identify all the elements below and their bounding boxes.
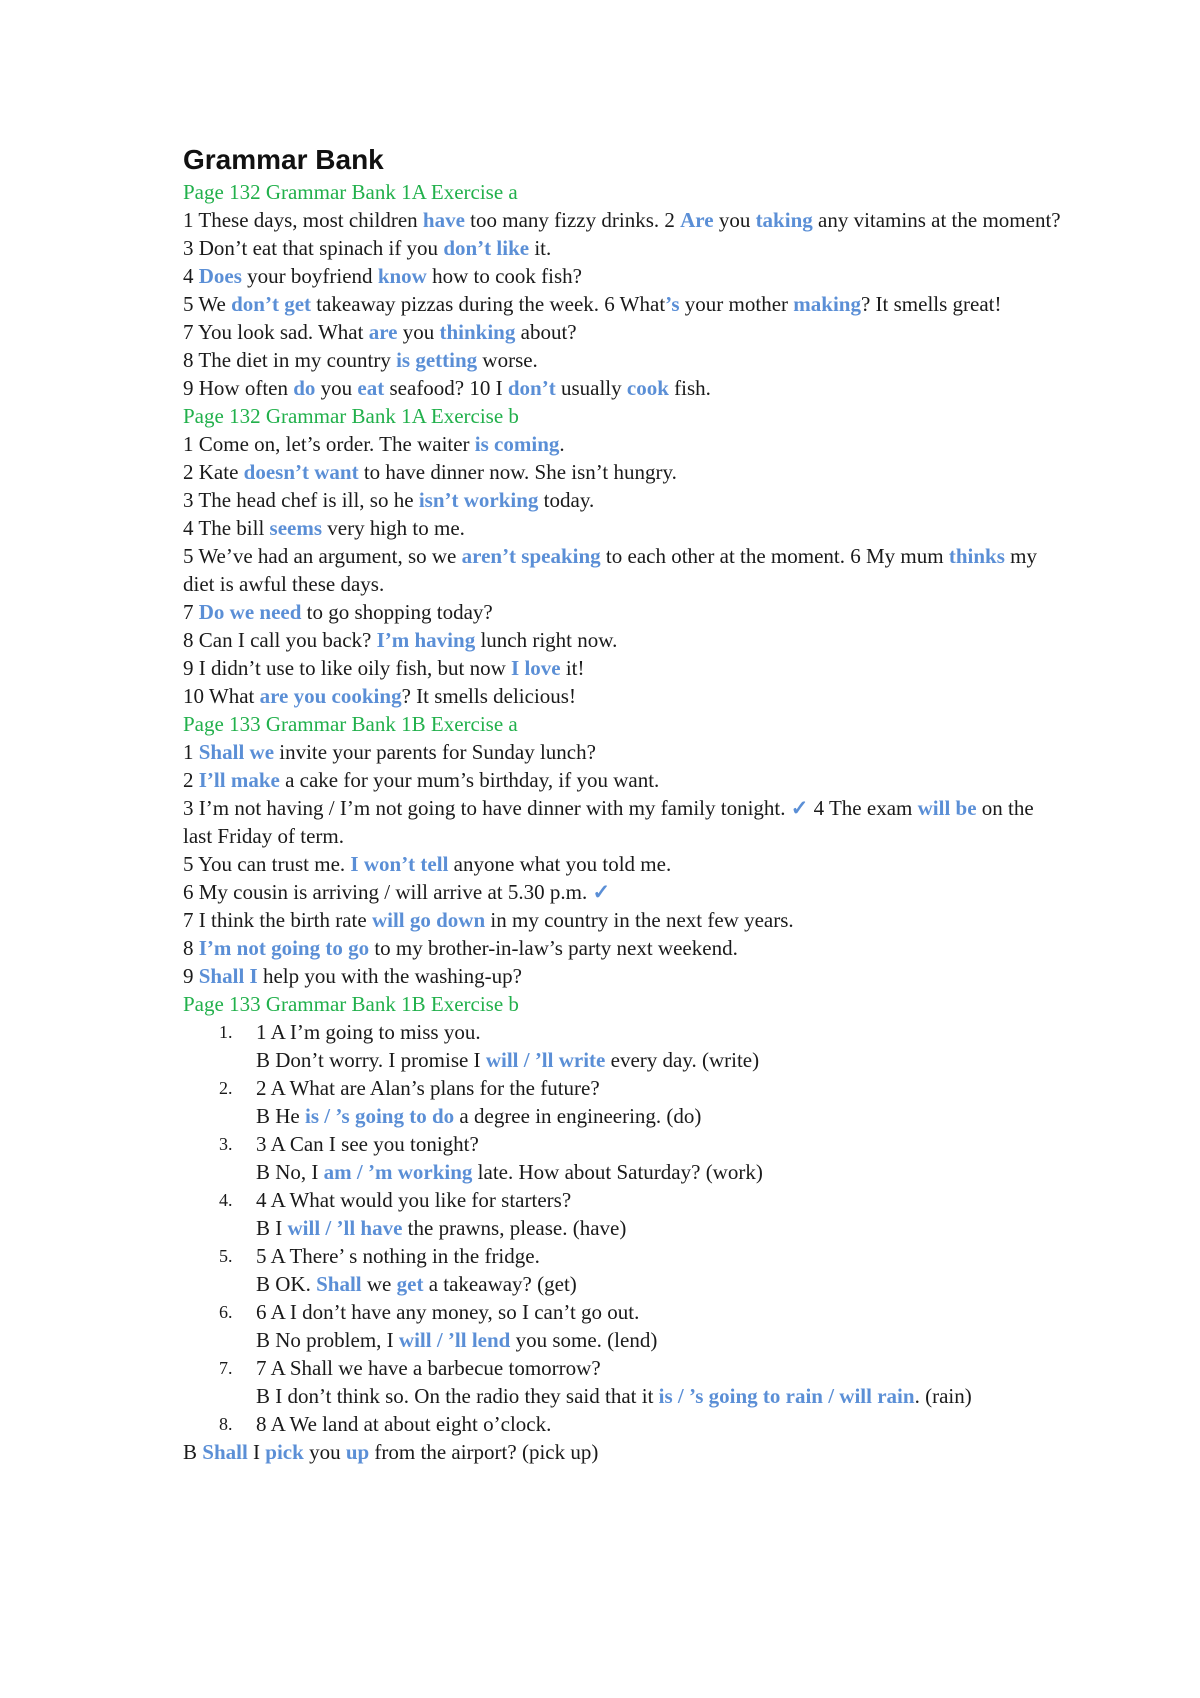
exercise-line <box>183 234 1063 262</box>
exercise-text: we <box>361 1272 397 1296</box>
answer-text: don’t get <box>231 292 312 316</box>
exercise-text: it. <box>529 236 552 260</box>
list-number: 3. <box>219 1134 233 1154</box>
answer-text: have <box>422 208 465 232</box>
exercise-text: you <box>397 320 440 344</box>
exercise-text: to go shopping today? <box>301 600 493 624</box>
exercise-text: 4 The bill <box>183 516 270 540</box>
exercise-line <box>183 878 1063 906</box>
dialogue-line <box>256 1158 1063 1186</box>
exercise-line <box>183 486 1063 514</box>
exercise-text: you <box>713 208 756 232</box>
list-item <box>183 1354 1063 1410</box>
list-item <box>183 1018 1063 1074</box>
answer-text: I’m having <box>376 628 476 652</box>
answer-text: isn’t working <box>418 488 539 512</box>
exercise-text: in my country in the next few years. <box>485 908 794 932</box>
answer-text: eat <box>357 376 385 400</box>
page-title: Grammar Bank <box>183 144 384 175</box>
list-number: 7. <box>219 1358 233 1378</box>
exercise-text: invite your parents for Sunday lunch? <box>274 740 596 764</box>
exercise-line <box>183 318 1063 346</box>
exercise-text: . (rain) <box>914 1384 972 1408</box>
exercise-line <box>183 738 1063 766</box>
answer-text: pick <box>265 1440 304 1464</box>
list-number: 6. <box>219 1302 233 1322</box>
exercise-text: 2 <box>183 768 199 792</box>
exercise-text: ? It smells delicious! <box>401 684 576 708</box>
exercise-line <box>183 850 1063 878</box>
answer-text: I won’t tell <box>350 852 449 876</box>
section-heading: Page 133 Grammar Bank 1B Exercise a <box>183 712 518 736</box>
answer-text: Does <box>198 264 242 288</box>
list-number: 4. <box>219 1190 233 1210</box>
answer-text: I’m not going to go <box>198 936 370 960</box>
answer-text: seems <box>269 516 323 540</box>
exercise-text: from the airport? (pick up) <box>369 1440 599 1464</box>
section-heading: Page 132 Grammar Bank 1A Exercise a <box>183 180 518 204</box>
answer-text: are <box>368 320 398 344</box>
exercise-line <box>183 290 1063 318</box>
exercise-line <box>183 458 1063 486</box>
list-item <box>183 1410 1063 1438</box>
exercise-text: very high to me. <box>322 516 465 540</box>
exercise-text: 9 I didn’t use to like oily fish, but now <box>183 656 512 680</box>
answer-text: will / ’ll lend <box>398 1328 511 1352</box>
exercise-text: 2 Kate <box>183 460 244 484</box>
exercise-text: 5 We <box>183 292 232 316</box>
exercise-text: you <box>315 376 358 400</box>
exercise-line <box>183 430 1063 458</box>
answer-text: making <box>793 292 861 316</box>
exercise-line <box>183 934 1063 962</box>
exercise-text: help you with the washing-up? <box>257 964 522 988</box>
dialogue-line <box>256 1410 1063 1438</box>
exercise-text: B I <box>256 1216 288 1240</box>
exercise-text: 3 I’m not having / I’m not going to have dinner with my family tonight. <box>183 796 791 820</box>
section-heading: Page 132 Grammar Bank 1A Exercise b <box>183 404 519 428</box>
exercise-line <box>183 766 1063 794</box>
exercise-text: 7 A Shall we have a barbecue tomorrow? <box>256 1356 601 1380</box>
list-item <box>183 1130 1063 1186</box>
dialogue-line <box>256 1270 1063 1298</box>
answer-text: don’t like <box>443 236 530 260</box>
list-number: 1. <box>219 1022 233 1042</box>
exercise-text: the prawns, please. (have) <box>402 1216 627 1240</box>
exercise-text: a takeaway? (get) <box>423 1272 577 1296</box>
answer-text: I’ll make <box>198 768 280 792</box>
answer-text: is / ’s going to rain / will rain <box>658 1384 915 1408</box>
exercise-text: 1 <box>183 740 199 764</box>
answer-text: Shall <box>316 1272 362 1296</box>
exercise-text: a degree in engineering. (do) <box>454 1104 702 1128</box>
document-content <box>183 142 1063 1466</box>
answer-text: am / ’m working <box>323 1160 473 1184</box>
list-number: 2. <box>219 1078 233 1098</box>
exercise-text: 8 Can I call you back? <box>183 628 377 652</box>
exercise-text: how to cook fish? <box>426 264 582 288</box>
answer-text: aren’t speaking <box>461 544 601 568</box>
exercise-text: 8 <box>183 936 199 960</box>
list-item <box>183 1074 1063 1130</box>
exercise-text: 1 A I’m going to miss you. <box>256 1020 481 1044</box>
exercise-text: 8 The diet in my country <box>183 348 397 372</box>
exercise-text: B Don’t worry. I promise I <box>256 1048 486 1072</box>
exercise-line <box>183 1438 1063 1466</box>
exercise-text: to have dinner now. She isn’t hungry. <box>358 460 677 484</box>
list-number: 8. <box>219 1414 233 1434</box>
exercise-text: 7 <box>183 600 199 624</box>
exercise-text: 4 A What would you like for starters? <box>256 1188 572 1212</box>
exercise-text: B No problem, I <box>256 1328 399 1352</box>
numbered-list <box>183 1018 1063 1438</box>
exercise-text: fish. <box>668 376 711 400</box>
answer-text: cook <box>626 376 669 400</box>
dialogue-line <box>256 1074 1063 1102</box>
exercise-line <box>183 682 1063 710</box>
answer-text: Shall we <box>198 740 275 764</box>
exercise-text: a cake for your mum’s birthday, if you want. <box>279 768 660 792</box>
exercise-text: B No, I <box>256 1160 324 1184</box>
exercise-text: it! <box>560 656 585 680</box>
exercise-line <box>183 962 1063 990</box>
exercise-line <box>183 906 1063 934</box>
exercise-text: 10 What <box>183 684 260 708</box>
dialogue-line <box>256 1326 1063 1354</box>
answer-text: will / ’ll write <box>485 1048 606 1072</box>
exercise-text: to my brother-in-law’s party next weekend. <box>369 936 738 960</box>
answer-text: ’s <box>665 292 680 316</box>
dialogue-line <box>256 1242 1063 1270</box>
answer-text: doesn’t want <box>243 460 359 484</box>
answer-text: are you cooking <box>259 684 402 708</box>
answer-text: Are <box>680 208 714 232</box>
answer-text: I love <box>511 656 561 680</box>
list-item <box>183 1298 1063 1354</box>
answer-text: is getting <box>396 348 478 372</box>
dialogue-line <box>256 1018 1063 1046</box>
exercise-text: you some. (lend) <box>510 1328 658 1352</box>
exercise-text: 7 You look sad. What <box>183 320 369 344</box>
exercise-text: every day. (write) <box>605 1048 760 1072</box>
exercise-text: your boyfriend <box>241 264 378 288</box>
dialogue-line <box>256 1354 1063 1382</box>
list-number: 5. <box>219 1246 233 1266</box>
exercise-line <box>183 654 1063 682</box>
exercise-text: 5 A There’ s nothing in the fridge. <box>256 1244 540 1268</box>
exercise-text: 3 A Can I see you tonight? <box>256 1132 479 1156</box>
exercise-text: B <box>183 1440 203 1464</box>
section-heading: Page 133 Grammar Bank 1B Exercise b <box>183 992 519 1016</box>
answer-text: is / ’s going to do <box>305 1104 455 1128</box>
answer-text: get <box>396 1272 424 1296</box>
exercise-text: 9 <box>183 964 199 988</box>
exercise-text: your mother <box>679 292 794 316</box>
exercise-text: . <box>559 432 565 456</box>
exercise-text: anyone what you told me. <box>448 852 672 876</box>
exercise-text: lunch right now. <box>475 628 618 652</box>
exercise-text: 6 My cousin is arriving / will arrive at 5.30 p.m. <box>183 880 593 904</box>
exercise-text: usually <box>555 376 627 400</box>
exercise-text: 3 The head chef is ill, so he <box>183 488 419 512</box>
answer-text: Shall <box>202 1440 248 1464</box>
exercise-text: today. <box>538 488 595 512</box>
exercise-text: B I don’t think so. On the radio they said that it <box>256 1384 659 1408</box>
dialogue-line <box>256 1046 1063 1074</box>
exercise-text: too many fizzy drinks. 2 <box>464 208 681 232</box>
exercise-text: my diet is awful these days. <box>183 544 1037 596</box>
exercise-text: 4 <box>183 264 199 288</box>
answer-text: is coming <box>474 432 560 456</box>
exercise-text: any vitamins at the moment? <box>812 208 1061 232</box>
exercise-text: 5 You can trust me. <box>183 852 351 876</box>
answer-text: do <box>293 376 316 400</box>
exercise-line <box>183 346 1063 374</box>
dialogue-line <box>256 1102 1063 1130</box>
exercise-text: on the last Friday of term. <box>183 796 1034 848</box>
answer-text: will be <box>917 796 977 820</box>
answer-text: thinking <box>439 320 516 344</box>
exercise-text: B OK. <box>256 1272 317 1296</box>
exercise-text: 7 I think the birth rate <box>183 908 372 932</box>
exercise-line <box>183 542 1063 598</box>
exercise-line <box>183 374 1063 402</box>
answer-text: will go down <box>371 908 486 932</box>
answer-text: ✓ <box>592 880 611 904</box>
answer-text: Shall I <box>198 964 258 988</box>
exercise-text: 1 Come on, let’s order. The waiter <box>183 432 475 456</box>
exercise-text: you <box>303 1440 346 1464</box>
answer-text: will / ’ll have <box>287 1216 403 1240</box>
exercise-text: 4 The exam <box>808 796 918 820</box>
exercise-text: late. How about Saturday? (work) <box>472 1160 763 1184</box>
exercise-line <box>183 794 1063 850</box>
answer-text: thinks <box>948 544 1005 568</box>
exercise-text: I <box>247 1440 266 1464</box>
dialogue-line <box>256 1186 1063 1214</box>
exercise-line <box>183 206 1063 234</box>
dialogue-line <box>256 1382 1063 1410</box>
exercise-line <box>183 598 1063 626</box>
exercise-line <box>183 262 1063 290</box>
list-item <box>183 1186 1063 1242</box>
dialogue-line <box>256 1214 1063 1242</box>
exercise-text: to each other at the moment. 6 My mum <box>600 544 949 568</box>
exercise-text: ? It smells great! <box>860 292 1002 316</box>
exercise-text: 9 How often <box>183 376 294 400</box>
dialogue-line <box>256 1298 1063 1326</box>
exercise-text: 6 A I don’t have any money, so I can’t go out. <box>256 1300 640 1324</box>
exercise-text: takeaway pizzas during the week. 6 What <box>311 292 666 316</box>
answer-text: don’t <box>507 376 556 400</box>
exercise-line <box>183 514 1063 542</box>
answer-text: ✓ <box>790 796 809 820</box>
exercise-text: 5 We’ve had an argument, so we <box>183 544 462 568</box>
list-item <box>183 1242 1063 1298</box>
exercise-text: 2 A What are Alan’s plans for the future? <box>256 1076 600 1100</box>
exercise-text: 3 Don’t eat that spinach if you <box>183 236 444 260</box>
exercise-line <box>183 626 1063 654</box>
exercise-text: 8 A We land at about eight o’clock. <box>256 1412 552 1436</box>
exercise-text: seafood? 10 I <box>384 376 508 400</box>
answer-text: Do we need <box>198 600 302 624</box>
answer-text: up <box>345 1440 370 1464</box>
exercise-text: B He <box>256 1104 305 1128</box>
dialogue-line <box>256 1130 1063 1158</box>
answer-text: know <box>377 264 427 288</box>
exercise-text: worse. <box>477 348 538 372</box>
exercise-text: 1 These days, most children <box>183 208 423 232</box>
answer-text: taking <box>755 208 813 232</box>
exercise-text: about? <box>515 320 577 344</box>
